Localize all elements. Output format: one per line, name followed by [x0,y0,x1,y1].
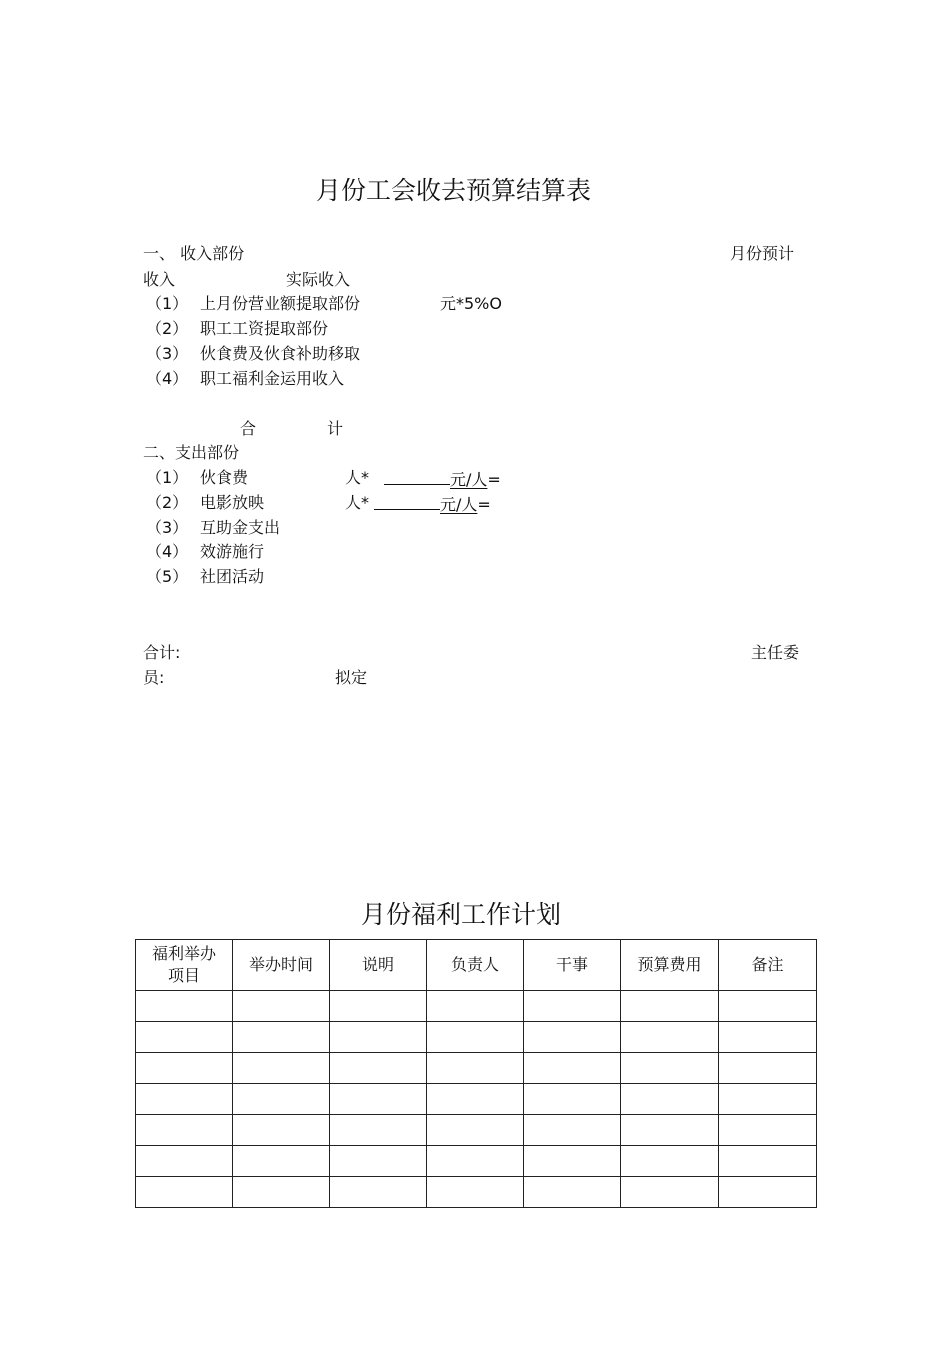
table-row [136,1115,817,1146]
table-cell [136,1177,233,1208]
blank-underline [374,493,440,510]
expense-item-label: 伙食费 [200,468,249,487]
blank-underline [384,468,450,485]
income-item-note: 元*5%O [440,294,502,313]
table-cell [719,1177,817,1208]
table-cell [719,1146,817,1177]
table-row [136,1084,817,1115]
table-row [136,1146,817,1177]
table-cell [427,1115,524,1146]
table-cell [621,1146,719,1177]
table-cell [233,1053,330,1084]
table-cell [427,1084,524,1115]
income-item-num: （1） [146,294,189,313]
actual-income-label: 实际收入 [286,270,351,289]
table-row [136,1053,817,1084]
expense-rate: 元/人= [384,468,501,490]
table-cell [330,1146,427,1177]
table-cell [427,1146,524,1177]
column-header-owner: 负责人 [427,940,524,991]
table-cell [330,991,427,1022]
expense-item-label: 效游施行 [200,542,265,561]
table-cell [719,1084,817,1115]
expense-item-label: 互助金支出 [200,518,281,537]
income-item-label: 职工福利金运用收入 [200,369,345,388]
forecast-label: 月份预计 [730,244,795,263]
table-row [136,1177,817,1208]
total-label: 合计: [143,643,181,662]
table-cell [524,991,621,1022]
table-header-row [136,940,817,991]
table-cell [524,1115,621,1146]
expense-people: 人* [345,493,370,512]
welfare-plan-table [135,939,817,1208]
income-item-label: 职工工资提取部份 [200,319,329,338]
table-cell [719,1115,817,1146]
column-header-budget: 预算费用 [621,940,719,991]
table-cell [621,1022,719,1053]
table-cell [233,1177,330,1208]
income-heading: 一、 收入部份 [143,244,245,263]
subtotal-label: 合 [240,419,257,438]
table-cell [719,1022,817,1053]
expense-heading: 二、支出部份 [143,443,240,462]
table-cell [427,991,524,1022]
table-cell [136,1084,233,1115]
expense-item-num: （3） [146,518,189,537]
table-cell [524,1146,621,1177]
drafted-label: 拟定 [335,668,368,687]
expense-item-num: （5） [146,567,189,586]
table-cell [621,1053,719,1084]
table-cell [330,1084,427,1115]
column-header-officer: 干事 [524,940,621,991]
table-cell [330,1177,427,1208]
table-cell [136,1146,233,1177]
table-row [136,991,817,1022]
table-cell [136,1053,233,1084]
table-cell [330,1053,427,1084]
expense-item-num: （2） [146,493,189,512]
table-cell [136,991,233,1022]
table-cell [621,991,719,1022]
expense-item-label: 电影放映 [200,493,265,512]
table-cell [524,1177,621,1208]
expense-people: 人* [345,468,370,487]
chair-label-cont: 员: [143,668,165,687]
table-row [136,1022,817,1053]
income-item-label: 伙食费及伙食补助移取 [200,344,361,363]
expense-item-num: （1） [146,468,189,487]
column-header-item: 福利举办 项目 [136,940,233,991]
column-header-remarks: 备注 [719,940,817,991]
table-cell [233,1146,330,1177]
table-cell [427,1177,524,1208]
forecast-label-cont: 收入 [143,270,176,289]
column-header-description: 说明 [330,940,427,991]
income-item-num: （3） [146,344,189,363]
expense-item-label: 社团活动 [200,567,265,586]
expense-rate: 元/人= [374,493,491,515]
income-item-num: （2） [146,319,189,338]
table-cell [719,991,817,1022]
table-cell [330,1115,427,1146]
subtotal-label: 计 [327,419,344,438]
table-cell [427,1022,524,1053]
column-header-time: 举办时间 [233,940,330,991]
table-cell [524,1022,621,1053]
table-cell [330,1022,427,1053]
income-item-num: （4） [146,369,189,388]
chair-label: 主任委 [751,643,800,662]
table-cell [233,1084,330,1115]
table-cell [427,1053,524,1084]
table-cell [621,1084,719,1115]
income-item-label: 上月份营业额提取部份 [200,294,361,313]
plan-title: 月份福利工作计划 [361,900,562,929]
table-cell [136,1115,233,1146]
expense-item-num: （4） [146,542,189,561]
table-cell [621,1115,719,1146]
budget-title: 月份工会收去预算结算表 [316,176,592,205]
table-cell [136,1022,233,1053]
table-cell [233,1022,330,1053]
table-cell [524,1084,621,1115]
table-cell [233,1115,330,1146]
table-cell [233,991,330,1022]
table-cell [719,1053,817,1084]
table-cell [621,1177,719,1208]
table-cell [524,1053,621,1084]
